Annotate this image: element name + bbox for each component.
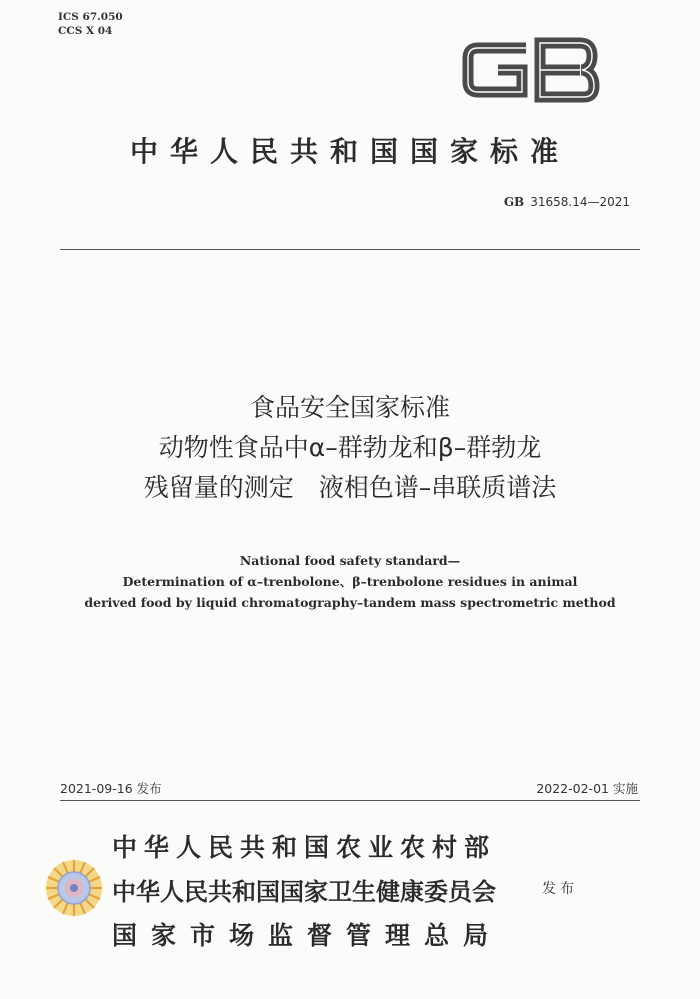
- chinese-title: [30, 388, 670, 508]
- english-title-line-1: National food safety standard—: [239, 553, 461, 568]
- issue-date-label: 发布: [136, 781, 162, 796]
- implementation-date-label: 实施: [612, 781, 638, 796]
- ccs-code: CCS X 04: [58, 25, 113, 37]
- issuing-authorities: [112, 826, 502, 958]
- gb-logo-icon: [460, 34, 602, 104]
- national-emblem-icon: [44, 858, 104, 918]
- implementation-date-value: 2022-02-01: [536, 781, 609, 796]
- standard-number: [504, 195, 630, 209]
- implementation-date: [536, 779, 638, 797]
- top-divider: [60, 249, 640, 250]
- english-title: [30, 550, 670, 613]
- classification-codes: [58, 10, 123, 38]
- chinese-title-line-1: 食品安全国家标准: [249, 393, 450, 422]
- english-title-line-2: Determination of α–trenbolone、β–trenbolone residues in animal: [122, 574, 578, 589]
- english-title-line-3: derived food by liquid chromatography–tandem mass spectrometric method: [84, 595, 616, 610]
- publish-label: 发布: [542, 881, 578, 897]
- chinese-title-line-2: 动物性食品中α–群勃龙和β–群勃龙: [158, 433, 542, 462]
- issuer-health-commission: 中华人民共和国国家卫生健康委员会: [112, 878, 496, 906]
- chinese-title-line-3: 残留量的测定 液相色谱–串联质谱法: [143, 473, 557, 502]
- national-standard-heading: 中华人民共和国国家标准: [129, 135, 570, 168]
- standard-code: 31658.14—2021: [530, 195, 630, 209]
- standard-prefix: GB: [503, 195, 525, 209]
- issuer-market-regulation: 国家市场监督管理总局: [112, 921, 503, 950]
- bottom-divider: [60, 800, 640, 801]
- issue-date: [60, 779, 162, 797]
- issuer-ministry-agriculture: 中华人民共和国农业农村部: [112, 833, 497, 862]
- issue-date-value: 2021-09-16: [60, 781, 133, 796]
- ics-code: ICS 67.050: [58, 11, 123, 23]
